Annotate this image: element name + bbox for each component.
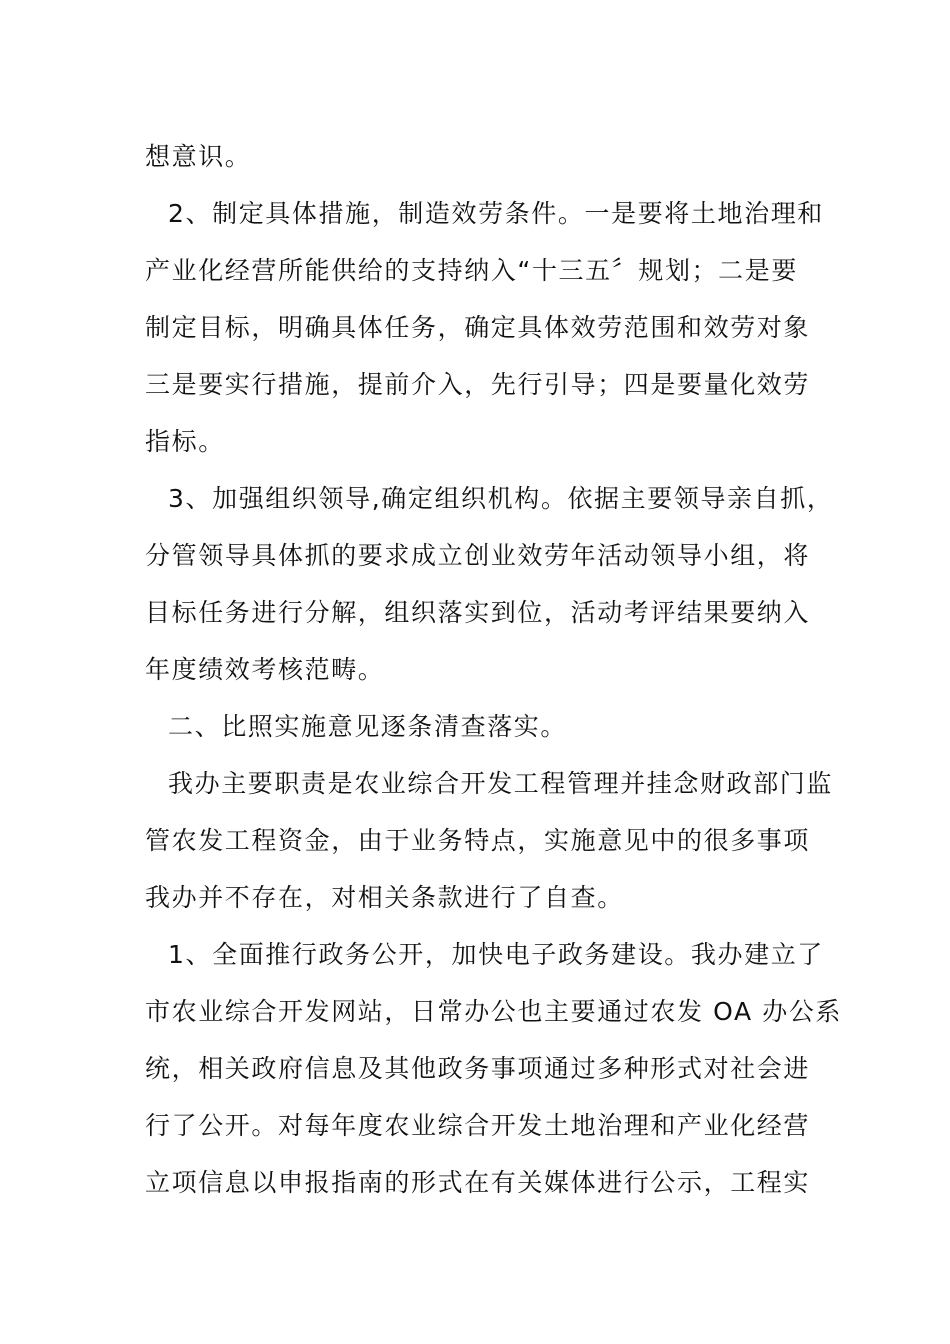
text-line: 管农发工程资金，由于业务特点，实施意见中的很多事项 <box>145 826 811 855</box>
text-line: 三是要实行措施，提前介入，先行引导；四是要量化效劳 <box>145 370 811 399</box>
text-line: 1、全面推行政务公开，加快电子政务建设。我办建立了 <box>168 940 824 969</box>
text-line: 我办并不存在，对相关条款进行了自查。 <box>145 883 624 912</box>
text-line: 行了公开。对每年度农业综合开发土地治理和产业化经营 <box>145 1111 811 1140</box>
section-heading: 二、比照实施意见逐条清查落实。 <box>168 712 568 741</box>
text-line: 指标。 <box>145 427 225 456</box>
text-line: 3、加强组织领导,确定组织机构。依据主要领导亲自抓， <box>168 484 834 513</box>
text-line: 市农业综合开发网站，日常办公也主要通过农发 OA 办公系 <box>145 997 843 1026</box>
text-line: 想意识。 <box>145 142 252 171</box>
text-line: 目标任务进行分解，组织落实到位，活动考评结果要纳入 <box>145 598 811 627</box>
text-line: 产业化经营所能供给的支持纳入“十三五〞规划；二是要 <box>145 256 798 285</box>
text-line: 我办主要职责是农业综合开发工程管理并挂念财政部门监 <box>168 769 834 798</box>
text-line: 统，相关政府信息及其他政务事项通过多种形式对社会进 <box>145 1054 811 1083</box>
text-line: 制定目标，明确具体任务，确定具体效劳范围和效劳对象 <box>145 313 811 342</box>
text-line: 立项信息以申报指南的形式在有关媒体进行公示，工程实 <box>145 1168 811 1197</box>
document-body <box>145 128 843 1211</box>
text-line: 年度绩效考核范畴。 <box>145 655 385 684</box>
text-line: 2、制定具体措施，制造效劳条件。一是要将土地治理和 <box>168 199 824 228</box>
text-line: 分管领导具体抓的要求成立创业效劳年活动领导小组，将 <box>145 541 811 570</box>
